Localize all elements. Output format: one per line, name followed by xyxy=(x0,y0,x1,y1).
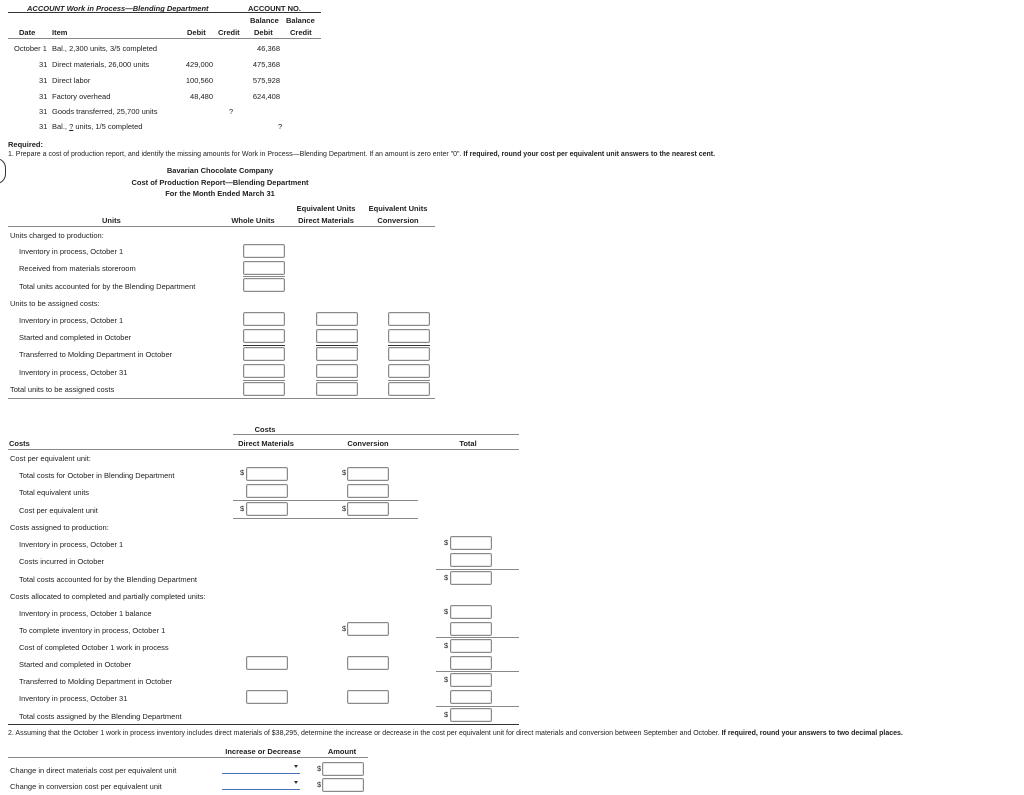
ledger-header-bal-debit: Debit xyxy=(254,28,273,37)
ledger-row-item: Direct labor xyxy=(52,76,91,85)
total-eq-units-dm-input[interactable] xyxy=(246,484,288,498)
started-whole-input[interactable] xyxy=(243,329,285,343)
to-complete-conv-input[interactable] xyxy=(347,622,389,636)
total-rule-dm xyxy=(316,380,358,381)
ledger-header-bal-credit: Credit xyxy=(290,28,312,37)
cost-per-eu-conv-input[interactable] xyxy=(347,502,389,516)
dollar-sign: $ xyxy=(342,504,347,513)
total-costs-accounted-input[interactable] xyxy=(450,571,492,585)
cpeu-label: Cost per equivalent unit: xyxy=(10,454,91,463)
col-whole-units: Whole Units xyxy=(231,216,275,225)
total-eq-units-label: Total equivalent units xyxy=(19,488,90,497)
started-label: Started and completed in October xyxy=(19,333,132,342)
total-eq-units-conv-input[interactable] xyxy=(347,484,389,498)
costs-group-header: Costs xyxy=(254,425,276,434)
dm-change-label: Change in direct materials cost per equivalent unit xyxy=(10,766,177,775)
total-assigned-conv-input[interactable] xyxy=(388,382,430,396)
required-label: Required: xyxy=(8,140,44,149)
started-completed-dm-input[interactable] xyxy=(246,656,288,670)
costs-accounted-rule xyxy=(436,569,519,570)
dollar-sign: $ xyxy=(240,468,245,477)
total-costs-assigned-input[interactable] xyxy=(450,708,492,722)
dollar-sign: $ xyxy=(444,710,449,719)
inv-oct1-assigned-dm-input[interactable] xyxy=(316,312,358,326)
col-conversion: Conversion xyxy=(347,439,389,448)
ledger-header-rule xyxy=(8,38,321,39)
ledger-title: ACCOUNT Work in Process—Blending Department xyxy=(27,4,209,13)
transferred-whole-input[interactable] xyxy=(243,347,285,361)
report-period: For the Month Ended March 31 xyxy=(165,189,275,198)
transferred-rule xyxy=(436,671,519,672)
side-bracket xyxy=(0,158,6,184)
total-assigned-label: Total units to be assigned costs xyxy=(10,385,115,394)
transferred-molding-total-input[interactable] xyxy=(450,673,492,687)
ledger-row-bal-debit: 46,368 xyxy=(257,44,280,53)
started-conv-input[interactable] xyxy=(388,329,430,343)
ledger-row-item: Goods transferred, 25,700 units xyxy=(52,107,158,116)
to-complete-total-input[interactable] xyxy=(450,622,492,636)
transfer-rule-whole xyxy=(243,345,285,346)
transferred-molding-label: Transferred to Molding Department in October xyxy=(19,677,173,686)
transferred-label: Transferred to Molding Department in October xyxy=(19,350,173,359)
total-assigned-whole-input[interactable] xyxy=(243,382,285,396)
inv-oct31-conv-cost-input[interactable] xyxy=(347,690,389,704)
col-eq-dm-2: Direct Materials xyxy=(298,216,354,225)
costs-assigned-label: Costs assigned to production: xyxy=(10,523,109,532)
col-eq-dm-1: Equivalent Units xyxy=(296,204,356,213)
question-2: 2. Assuming that the October 1 work in process inventory includes direct materials of $38,295, determine the increase or decrease in the cost per equivalent unit for direct materials and conversion between September and October. If required, round your answers to two decimal places. xyxy=(8,730,903,737)
col-eq-conv-1: Equivalent Units xyxy=(368,204,428,213)
inv-oct31-conv-input[interactable] xyxy=(388,364,430,378)
total-costs-conv-input[interactable] xyxy=(347,467,389,481)
units-subtotal-rule xyxy=(243,276,285,277)
company-name: Bavarian Chocolate Company xyxy=(166,166,274,175)
total-rule-conv xyxy=(388,380,430,381)
inv-oct1-assigned-conv-input[interactable] xyxy=(388,312,430,326)
col-direct-materials: Direct Materials xyxy=(238,439,294,448)
total-units-whole-units-input[interactable] xyxy=(243,278,285,292)
ledger-header-credit: Credit xyxy=(218,28,240,37)
inv-oct31-whole-input[interactable] xyxy=(243,364,285,378)
ledger-header-date: Date xyxy=(19,28,36,37)
units-charged-label: Units charged to production: xyxy=(10,231,104,240)
dollar-sign: $ xyxy=(342,468,347,477)
dm-change-amount-input[interactable] xyxy=(322,762,364,776)
cost-per-eu-dm-input[interactable] xyxy=(246,502,288,516)
total-assigned-dm-input[interactable] xyxy=(316,382,358,396)
col-increase-decrease: Increase or Decrease xyxy=(225,747,301,756)
transferred-conv-input[interactable] xyxy=(388,347,430,361)
costs-incurred-label: Costs incurred in October xyxy=(19,557,105,566)
dollar-sign: $ xyxy=(317,764,322,773)
conv-change-select[interactable] xyxy=(222,778,300,790)
ledger-row-date: 31 xyxy=(39,60,48,69)
inv-oct1-balance-label: Inventory in process, October 1 balance xyxy=(19,609,152,618)
dollar-sign: $ xyxy=(444,641,449,650)
ledger-col-balance-2: Balance xyxy=(286,16,315,25)
units-bottom-rule xyxy=(8,398,435,399)
account-no: ACCOUNT NO. xyxy=(248,4,301,13)
inv-oct31-total-cost-input[interactable] xyxy=(450,690,492,704)
chevron-down-icon xyxy=(294,765,298,768)
started-completed-conv-input[interactable] xyxy=(347,656,389,670)
units-header-rule xyxy=(8,226,435,227)
cost-per-eu-rule xyxy=(233,518,418,519)
inv-oct1-assigned-label: Inventory in process, October 1 xyxy=(19,316,124,325)
total-costs-dm-input[interactable] xyxy=(246,467,288,481)
col-eq-conv-2: Conversion xyxy=(377,216,419,225)
conv-change-label: Change in conversion cost per equivalent unit xyxy=(10,782,162,791)
costs-header-rule xyxy=(8,449,519,450)
col-total: Total xyxy=(459,439,477,448)
eq-units-rule xyxy=(233,500,418,501)
ledger-header-debit: Debit xyxy=(187,28,206,37)
ledger-row-bal-debit: 624,408 xyxy=(252,92,280,101)
started-completed-total-input[interactable] xyxy=(450,656,492,670)
transferred-dm-input[interactable] xyxy=(316,347,358,361)
chevron-down-icon xyxy=(294,781,298,784)
inv-oct31-dm-input[interactable] xyxy=(316,364,358,378)
ledger-header-item: Item xyxy=(52,28,68,37)
started-completed-label: Started and completed in October xyxy=(19,660,132,669)
conv-change-amount-input[interactable] xyxy=(322,778,364,792)
total-units-label: Total units accounted for by the Blending Department xyxy=(19,282,196,291)
received-label: Received from materials storeroom xyxy=(19,264,136,273)
ledger-row-credit: ? xyxy=(229,107,234,116)
dollar-sign: $ xyxy=(444,607,449,616)
ledger-row-bal-debit: 575,928 xyxy=(252,76,280,85)
dollar-sign: $ xyxy=(444,573,449,582)
ledger-row-item: Bal., 2,300 units, 3/5 completed xyxy=(52,44,158,53)
started-dm-input[interactable] xyxy=(316,329,358,343)
ledger-row-debit: 100,560 xyxy=(185,76,213,85)
dollar-sign: $ xyxy=(240,504,245,513)
ledger-row-bal-debit: ? xyxy=(278,122,283,131)
col-units: Units xyxy=(102,216,121,225)
ledger-row-date: 31 xyxy=(39,76,48,85)
cost-per-eu-label: Cost per equivalent unit xyxy=(19,506,98,515)
ledger-top-rule xyxy=(8,12,321,13)
to-complete-label: To complete inventory in process, October 1 xyxy=(19,626,166,635)
ledger-row-debit: 429,000 xyxy=(185,60,213,69)
report-title: Cost of Production Report—Blending Department xyxy=(131,178,309,187)
inv-oct31-cost-label: Inventory in process, October 31 xyxy=(19,694,128,703)
transfer-rule-conv xyxy=(388,345,430,346)
col-amount: Amount xyxy=(327,747,357,756)
inv-oct1-label: Inventory in process, October 1 xyxy=(19,247,124,256)
dollar-sign: $ xyxy=(444,538,449,547)
ledger-row-item: Factory overhead xyxy=(52,92,111,101)
inv-oct31-label: Inventory in process, October 31 xyxy=(19,368,128,377)
inv-oct1-balance-total-input[interactable] xyxy=(450,605,492,619)
costs-group-rule xyxy=(233,434,519,435)
ledger-row-date: 31 xyxy=(39,92,48,101)
ledger-row-item: Bal., ? units, 1/5 completed xyxy=(52,122,143,131)
received-whole-units-input[interactable] xyxy=(243,261,285,275)
completed-rule xyxy=(436,637,519,638)
ledger-row-date: 31 xyxy=(39,107,48,116)
col-costs: Costs xyxy=(9,439,30,448)
total-costs-accounted-label: Total costs accounted for by the Blending Department xyxy=(19,575,198,584)
ledger-col-balance-1: Balance xyxy=(250,16,279,25)
dollar-sign: $ xyxy=(342,624,347,633)
costs-incurred-total-input[interactable] xyxy=(450,553,492,567)
inv-oct1-whole-units-input[interactable] xyxy=(243,244,285,258)
inv-oct31-dm-cost-input[interactable] xyxy=(246,690,288,704)
dollar-sign: $ xyxy=(444,675,449,684)
ledger-row-bal-debit: 475,368 xyxy=(252,60,280,69)
units-assigned-label: Units to be assigned costs: xyxy=(10,299,100,308)
transfer-rule-dm xyxy=(316,345,358,346)
total-rule-whole xyxy=(243,380,285,381)
ledger-row-debit: 48,480 xyxy=(190,92,213,101)
q2-header-rule xyxy=(8,757,368,758)
inv-oct1-assigned-whole-input[interactable] xyxy=(243,312,285,326)
total-costs-oct-label: Total costs for October in Blending Department xyxy=(19,471,175,480)
costs-allocated-label: Costs allocated to completed and partially completed units: xyxy=(10,592,206,601)
question-1: 1. Prepare a cost of production report, and identify the missing amounts for Work in Process—Blending Department. If an amount is zero enter "0". If required, round your cost per equivalent unit answers to the nearest cent. xyxy=(8,151,716,158)
cost-completed-label: Cost of completed October 1 work in process xyxy=(19,643,169,652)
ledger-row-date: October 1 xyxy=(14,44,47,53)
ca-inv-oct1-label: Inventory in process, October 1 xyxy=(19,540,124,549)
dollar-sign: $ xyxy=(317,780,322,789)
total-costs-assigned-label: Total costs assigned by the Blending Department xyxy=(19,712,182,721)
dm-change-select[interactable] xyxy=(222,762,300,774)
ca-inv-oct1-total-input[interactable] xyxy=(450,536,492,550)
cost-completed-total-input[interactable] xyxy=(450,639,492,653)
ledger-row-item: Direct materials, 26,000 units xyxy=(52,60,150,69)
total-assigned-rule xyxy=(436,706,519,707)
ledger-row-date: 31 xyxy=(39,122,48,131)
costs-bottom-rule xyxy=(8,724,519,725)
